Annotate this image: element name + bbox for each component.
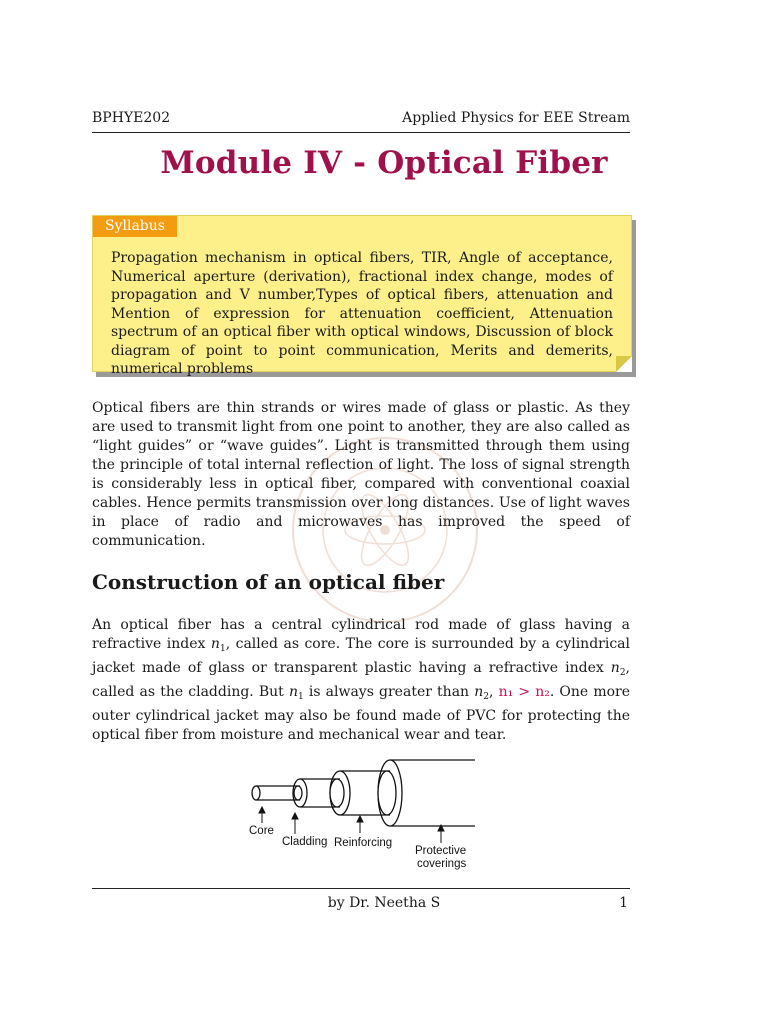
subscript: 1	[219, 644, 226, 654]
page-header	[92, 110, 630, 133]
construction-paragraph	[92, 616, 630, 745]
subscript: 1	[297, 692, 304, 702]
subscript: 2	[619, 668, 626, 678]
page-number: 1	[619, 895, 628, 911]
course-code: BPHYE202	[92, 110, 171, 126]
section-heading: Construction of an optical fiber	[92, 570, 445, 594]
footer-rule	[92, 888, 630, 889]
module-title: Module IV - Optical Fiber	[160, 145, 608, 181]
footer-author: by Dr. Neetha S	[327, 895, 441, 911]
course-name: Applied Physics for EEE Stream	[402, 110, 630, 126]
intro-paragraph: Optical fibers are thin strands or wires made of glass or plastic. As they are used to transmit light from one point to another, they are also called as “light guides” or “wave guides”. Light is transmitted through them using the principle of total internal reflection of light. The loss of signal strength is considerably less in optical fiber, compared with conventional coaxial cables. Hence permits transmission over long distances. Use of light waves in place of radio and microwaves has improved the speed of communication.	[92, 400, 630, 549]
label-protective: Protective	[415, 845, 467, 857]
label-reinforcing: Reinforcing	[334, 837, 393, 849]
symbol-n: n	[288, 684, 298, 700]
syllabus-tag: Syllabus	[93, 216, 177, 237]
page-fold-corner	[616, 356, 632, 372]
fiber-structure-figure	[240, 748, 490, 878]
symbol-n: n	[474, 684, 484, 700]
text-run: ,	[488, 684, 499, 700]
text-run: is always greater than	[303, 684, 475, 700]
text-run: , called as core. The core is surrounded by a cylindrical jacket made of glass or transparent plastic having a refractive index	[92, 636, 630, 676]
label-cladding: Cladding	[282, 836, 328, 848]
syllabus-box	[92, 215, 632, 377]
syllabus-text: Propagation mechanism in optical fibers, TIR, Angle of acceptance, Numerical aperture (derivation), fractional index change, modes of propagation and V number,Types of optical fibers, attenuation and Mention of expression for attenuation coefficient, Attenuation spectrum of an optical fiber with optical windows, Discussion of block diagram of point to point communication, Merits and demerits, numerical problems	[111, 250, 613, 377]
symbol-n: n	[210, 636, 220, 652]
refractive-index-inequality: n₁ > n₂	[498, 684, 550, 700]
subscript: 2	[483, 692, 489, 702]
label-core: Core	[249, 825, 274, 837]
label-coverings: coverings	[417, 858, 467, 870]
text-run: . One more outer cylindrical jacket may also be found made of PVC for protecting the optical fiber from moisture and mechanical wear and tear.	[92, 684, 631, 743]
text-run: , called as the cladding. But	[92, 660, 630, 700]
text-run: An optical fiber has a central cylindrical rod made of glass having a refractive index	[92, 617, 630, 652]
symbol-n: n	[610, 660, 620, 676]
